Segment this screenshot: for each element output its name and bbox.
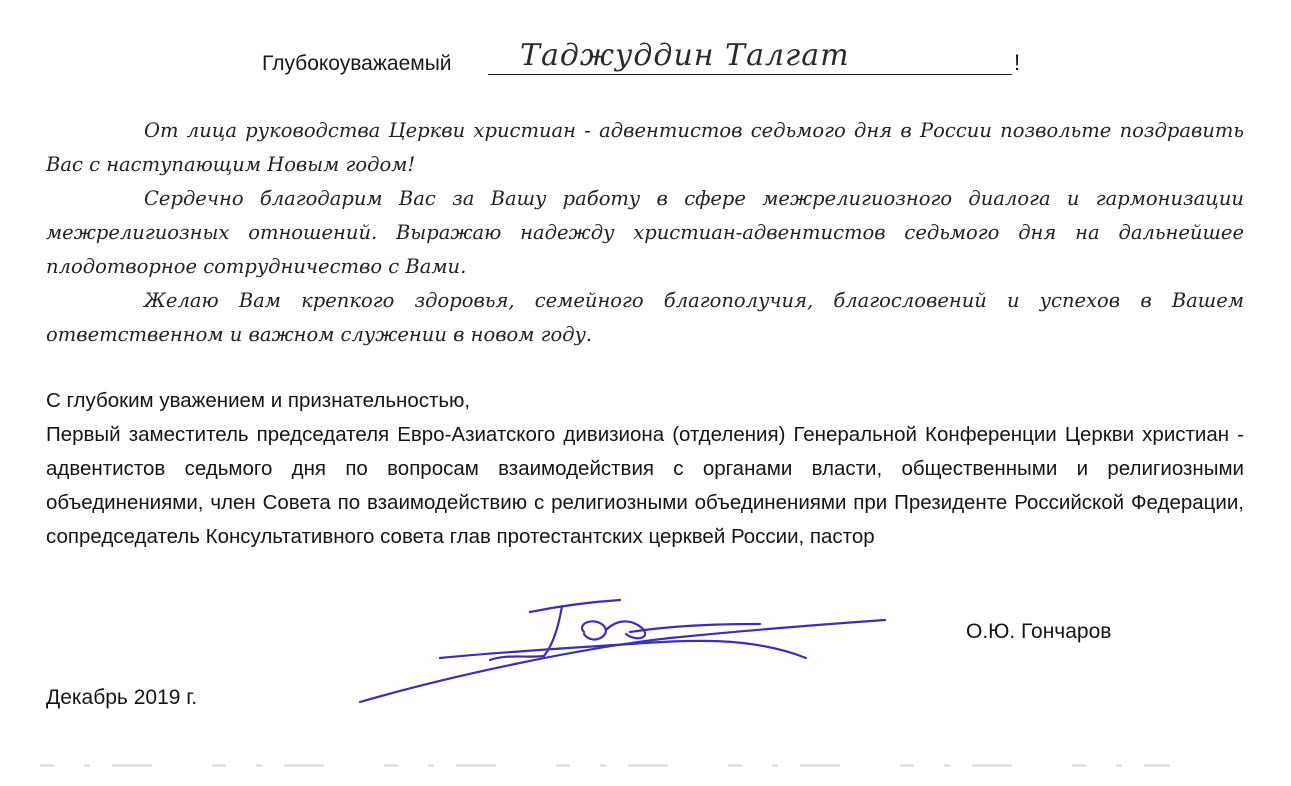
greeting-exclamation: ! [1014,50,1021,75]
body-paragraph-1: От лица руководства Церкви христиан - адвентистов седьмого дня в России позвольте поздравить Вас с наступающим Новым годом! [46,119,1244,176]
letter-closing [46,384,1244,554]
body-paragraph-3: Желаю Вам крепкого здоровья, семейного благополучия, благословений и успехов в Вашем ответственном и важном служении в новом году. [46,289,1244,346]
signer-name: О.Ю. Гончаров [966,620,1112,643]
signature-strokes [360,600,885,702]
handwritten-signature [330,590,890,720]
body-paragraph-2: Сердечно благодарим Вас за Вашу работу в сфере межрелигиозного диалога и гармонизации межрелигиозных отношений. Выражаю надежду христиан-адвентистов седьмого дня на дальнейшее плодотворное сотрудничество с Вами. [46,187,1244,278]
recipient-name: Таджуддин Талгат [520,38,850,73]
salutation: Глубокоуважаемый [262,52,452,75]
scan-edge-artifact [40,764,1170,767]
closing-regards: С глубоким уважением и признательностью, [46,389,471,412]
recipient-underline [488,74,1012,75]
letter-date: Декабрь 2019 г. [46,686,198,709]
greeting-line [262,40,1042,84]
signer-position: Первый заместитель председателя Евро-Азиатского дивизиона (отделения) Генеральной Конференции Церкви христиан - адвентистов седьмого дня по вопросам взаимодействия с органами власти, общественными и религиозными объединениями, член Совета по взаимодействию с религиозными объединениями при Президенте Российской Федерации, сопредседатель Консультативного совета глав протестантских церквей России, пастор [46,423,1244,548]
letter-body [46,114,1244,352]
